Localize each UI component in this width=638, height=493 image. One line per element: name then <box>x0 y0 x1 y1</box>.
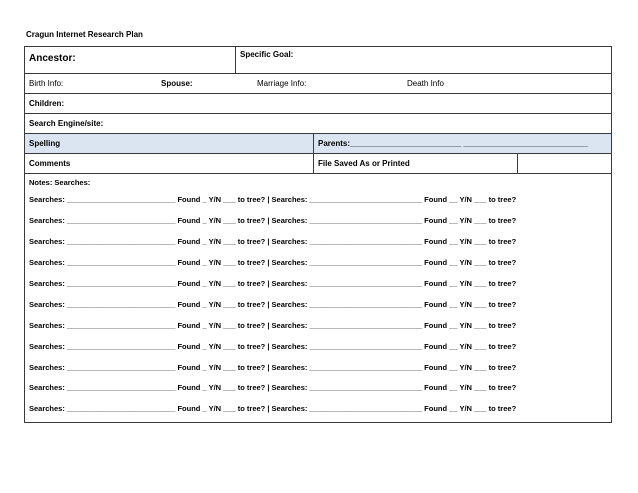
search-line[interactable]: Searches: __________________________ Found _ Y/N ___ to tree? | Searches: ___________________________ Found __ Y/N ___ to tree? <box>29 279 517 288</box>
file-saved-cell[interactable] <box>313 154 517 173</box>
spouse-label: Spouse: <box>161 79 193 88</box>
search-line[interactable]: Searches: __________________________ Found _ Y/N ___ to tree? | Searches: ___________________________ Found __ Y/N ___ to tree? <box>29 300 517 309</box>
notes-area[interactable] <box>25 174 611 422</box>
children-label: Children: <box>29 99 65 108</box>
children-row[interactable] <box>25 94 611 114</box>
search-engine-label: Search Engine/site: <box>29 119 104 128</box>
ancestor-label: Ancestor: <box>29 53 76 64</box>
specific-goal-cell[interactable] <box>235 47 611 73</box>
document-title: Cragun Internet Research Plan <box>26 30 143 39</box>
search-line[interactable]: Searches: __________________________ Found _ Y/N ___ to tree? | Searches: ___________________________ Found __ Y/N ___ to tree? <box>29 342 517 351</box>
vital-info-row[interactable] <box>25 74 611 94</box>
comments-cell[interactable] <box>25 154 313 173</box>
research-plan-form <box>24 46 612 423</box>
birth-info-label: Birth Info: <box>29 79 64 88</box>
specific-goal-label: Specific Goal: <box>240 50 294 59</box>
spelling-parents-row <box>25 134 611 154</box>
search-line[interactable]: Searches: __________________________ Found _ Y/N ___ to tree? | Searches: ___________________________ Found __ Y/N ___ to tree? <box>29 216 517 225</box>
search-line[interactable]: Searches: __________________________ Found _ Y/N ___ to tree? | Searches: ___________________________ Found __ Y/N ___ to tree? <box>29 195 517 204</box>
children-cell <box>25 94 611 113</box>
search-line[interactable]: Searches: __________________________ Found _ Y/N ___ to tree? | Searches: ___________________________ Found __ Y/N ___ to tree? <box>29 383 517 392</box>
search-engine-row[interactable] <box>25 114 611 134</box>
search-engine-cell <box>25 114 611 133</box>
comments-label: Comments <box>29 159 71 168</box>
marriage-info-label: Marriage Info: <box>257 79 307 88</box>
parents-cell[interactable] <box>313 134 611 153</box>
search-line[interactable]: Searches: __________________________ Found _ Y/N ___ to tree? | Searches: ___________________________ Found __ Y/N ___ to tree? <box>29 321 517 330</box>
notes-label: Notes: Searches: <box>29 178 91 187</box>
spelling-cell[interactable] <box>25 134 313 153</box>
spelling-label: Spelling <box>29 139 61 148</box>
search-line[interactable]: Searches: __________________________ Found _ Y/N ___ to tree? | Searches: ___________________________ Found __ Y/N ___ to tree? <box>29 363 517 372</box>
file-saved-value-cell[interactable] <box>517 154 611 173</box>
search-line[interactable]: Searches: __________________________ Found _ Y/N ___ to tree? | Searches: ___________________________ Found __ Y/N ___ to tree? <box>29 258 517 267</box>
ancestor-row <box>25 47 611 74</box>
comments-row <box>25 154 611 174</box>
search-line[interactable]: Searches: __________________________ Found _ Y/N ___ to tree? | Searches: ___________________________ Found __ Y/N ___ to tree? <box>29 237 517 246</box>
search-line[interactable]: Searches: __________________________ Found _ Y/N ___ to tree? | Searches: ___________________________ Found __ Y/N ___ to tree? <box>29 404 517 413</box>
ancestor-cell[interactable] <box>25 47 235 73</box>
file-saved-label: File Saved As or Printed <box>318 159 410 168</box>
parents-label: Parents:_________________________ ____________________________ <box>318 139 589 148</box>
death-info-label: Death Info <box>407 79 444 88</box>
